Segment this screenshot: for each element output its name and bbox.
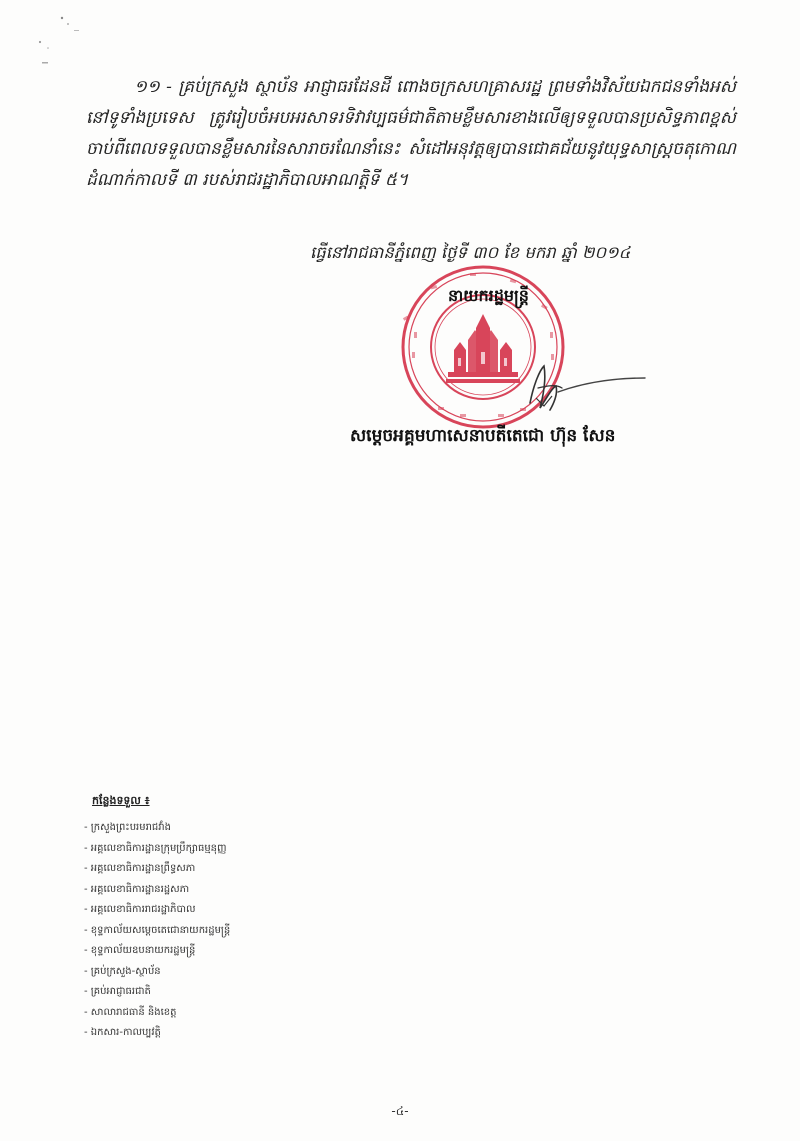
recipient-item: - ក្រសួងព្រះបរមរាជវាំង <box>84 822 171 833</box>
recipient-item: - គ្រប់ក្រសួង-ស្ថាប័ន <box>84 965 161 977</box>
recipient-item: - ខុទ្ទកាល័យឧបនាយករដ្ឋមន្ត្រី <box>84 945 196 956</box>
recipient-item: - អគ្គលេខាធិការរាជរដ្ឋាភិបាល <box>84 904 196 915</box>
recipient-item: - ឯកសារ-កាលប្បវត្តិ <box>84 1027 161 1038</box>
recipient-item: - អគ្គលេខាធិការដ្ឋានក្រុមប្រឹក្សាធម្មនុញ្ញ <box>84 842 227 854</box>
recipients-list <box>84 818 404 1044</box>
scan-speck-marks <box>30 10 90 70</box>
recipient-item: - សាលារាជធានី និងខេត្ត <box>84 1006 177 1018</box>
recipient-item: - អគ្គលេខាធិការដ្ឋានរដ្ឋសភា <box>84 883 190 895</box>
recipient-item: - ខុទ្ទកាល័យសម្តេចតេជោនាយករដ្ឋមន្ត្រី <box>84 924 231 936</box>
signatory-name: សម្តេចអគ្គមហាសេនាបតីតេជោ ហ៊ុន សែន <box>350 426 616 446</box>
recipient-item: - គ្រប់អាជ្ញាធរជាតិ <box>84 986 151 997</box>
recipients-block <box>84 794 404 1044</box>
handwritten-signature-icon <box>500 348 650 418</box>
page-number: -៤- <box>391 1104 409 1118</box>
sign-place-date: ធ្វើនៅរាជធានីភ្នំពេញ ថ្ងៃទី ៣០ ខែ មករា ឆ្នាំ ២០១៤ <box>310 243 631 262</box>
body-paragraph: ១១ - គ្រប់ក្រសួង ស្ថាប័ន អាជ្ញាធរដែនដី ពោងចក្រសហគ្រាសរដ្ឋ ព្រមទាំងវិស័យឯកជនទាំងអស់នៅទូទាំងប្រទេស ត្រូវរៀបចំអបអរសាទរទិវាវប្បធម៌ជាតិតាមខ្លឹមសារខាងលើឲ្យទទួលបានប្រសិទ្ធភាពខ្ពស់ ចាប់ពីពេលទទួលបានខ្លឹមសារនៃសារាចរណែនាំនេះ សំដៅអនុវត្តឲ្យបានជោគជ័យនូវយុទ្ធសាស្ត្រចតុកោណដំណាក់កាលទី ៣ របស់រាជរដ្ឋាភិបាលអាណត្តិទី ៥។ <box>86 77 736 190</box>
recipients-heading <box>84 794 404 810</box>
signatory-title: នាយករដ្ឋមន្ត្រី <box>448 286 529 305</box>
recipients-heading-text: កន្លែងទទួល ៖ <box>92 794 150 807</box>
recipient-item: - អគ្គលេខាធិការដ្ឋានព្រឹទ្ធសភា <box>84 863 196 874</box>
